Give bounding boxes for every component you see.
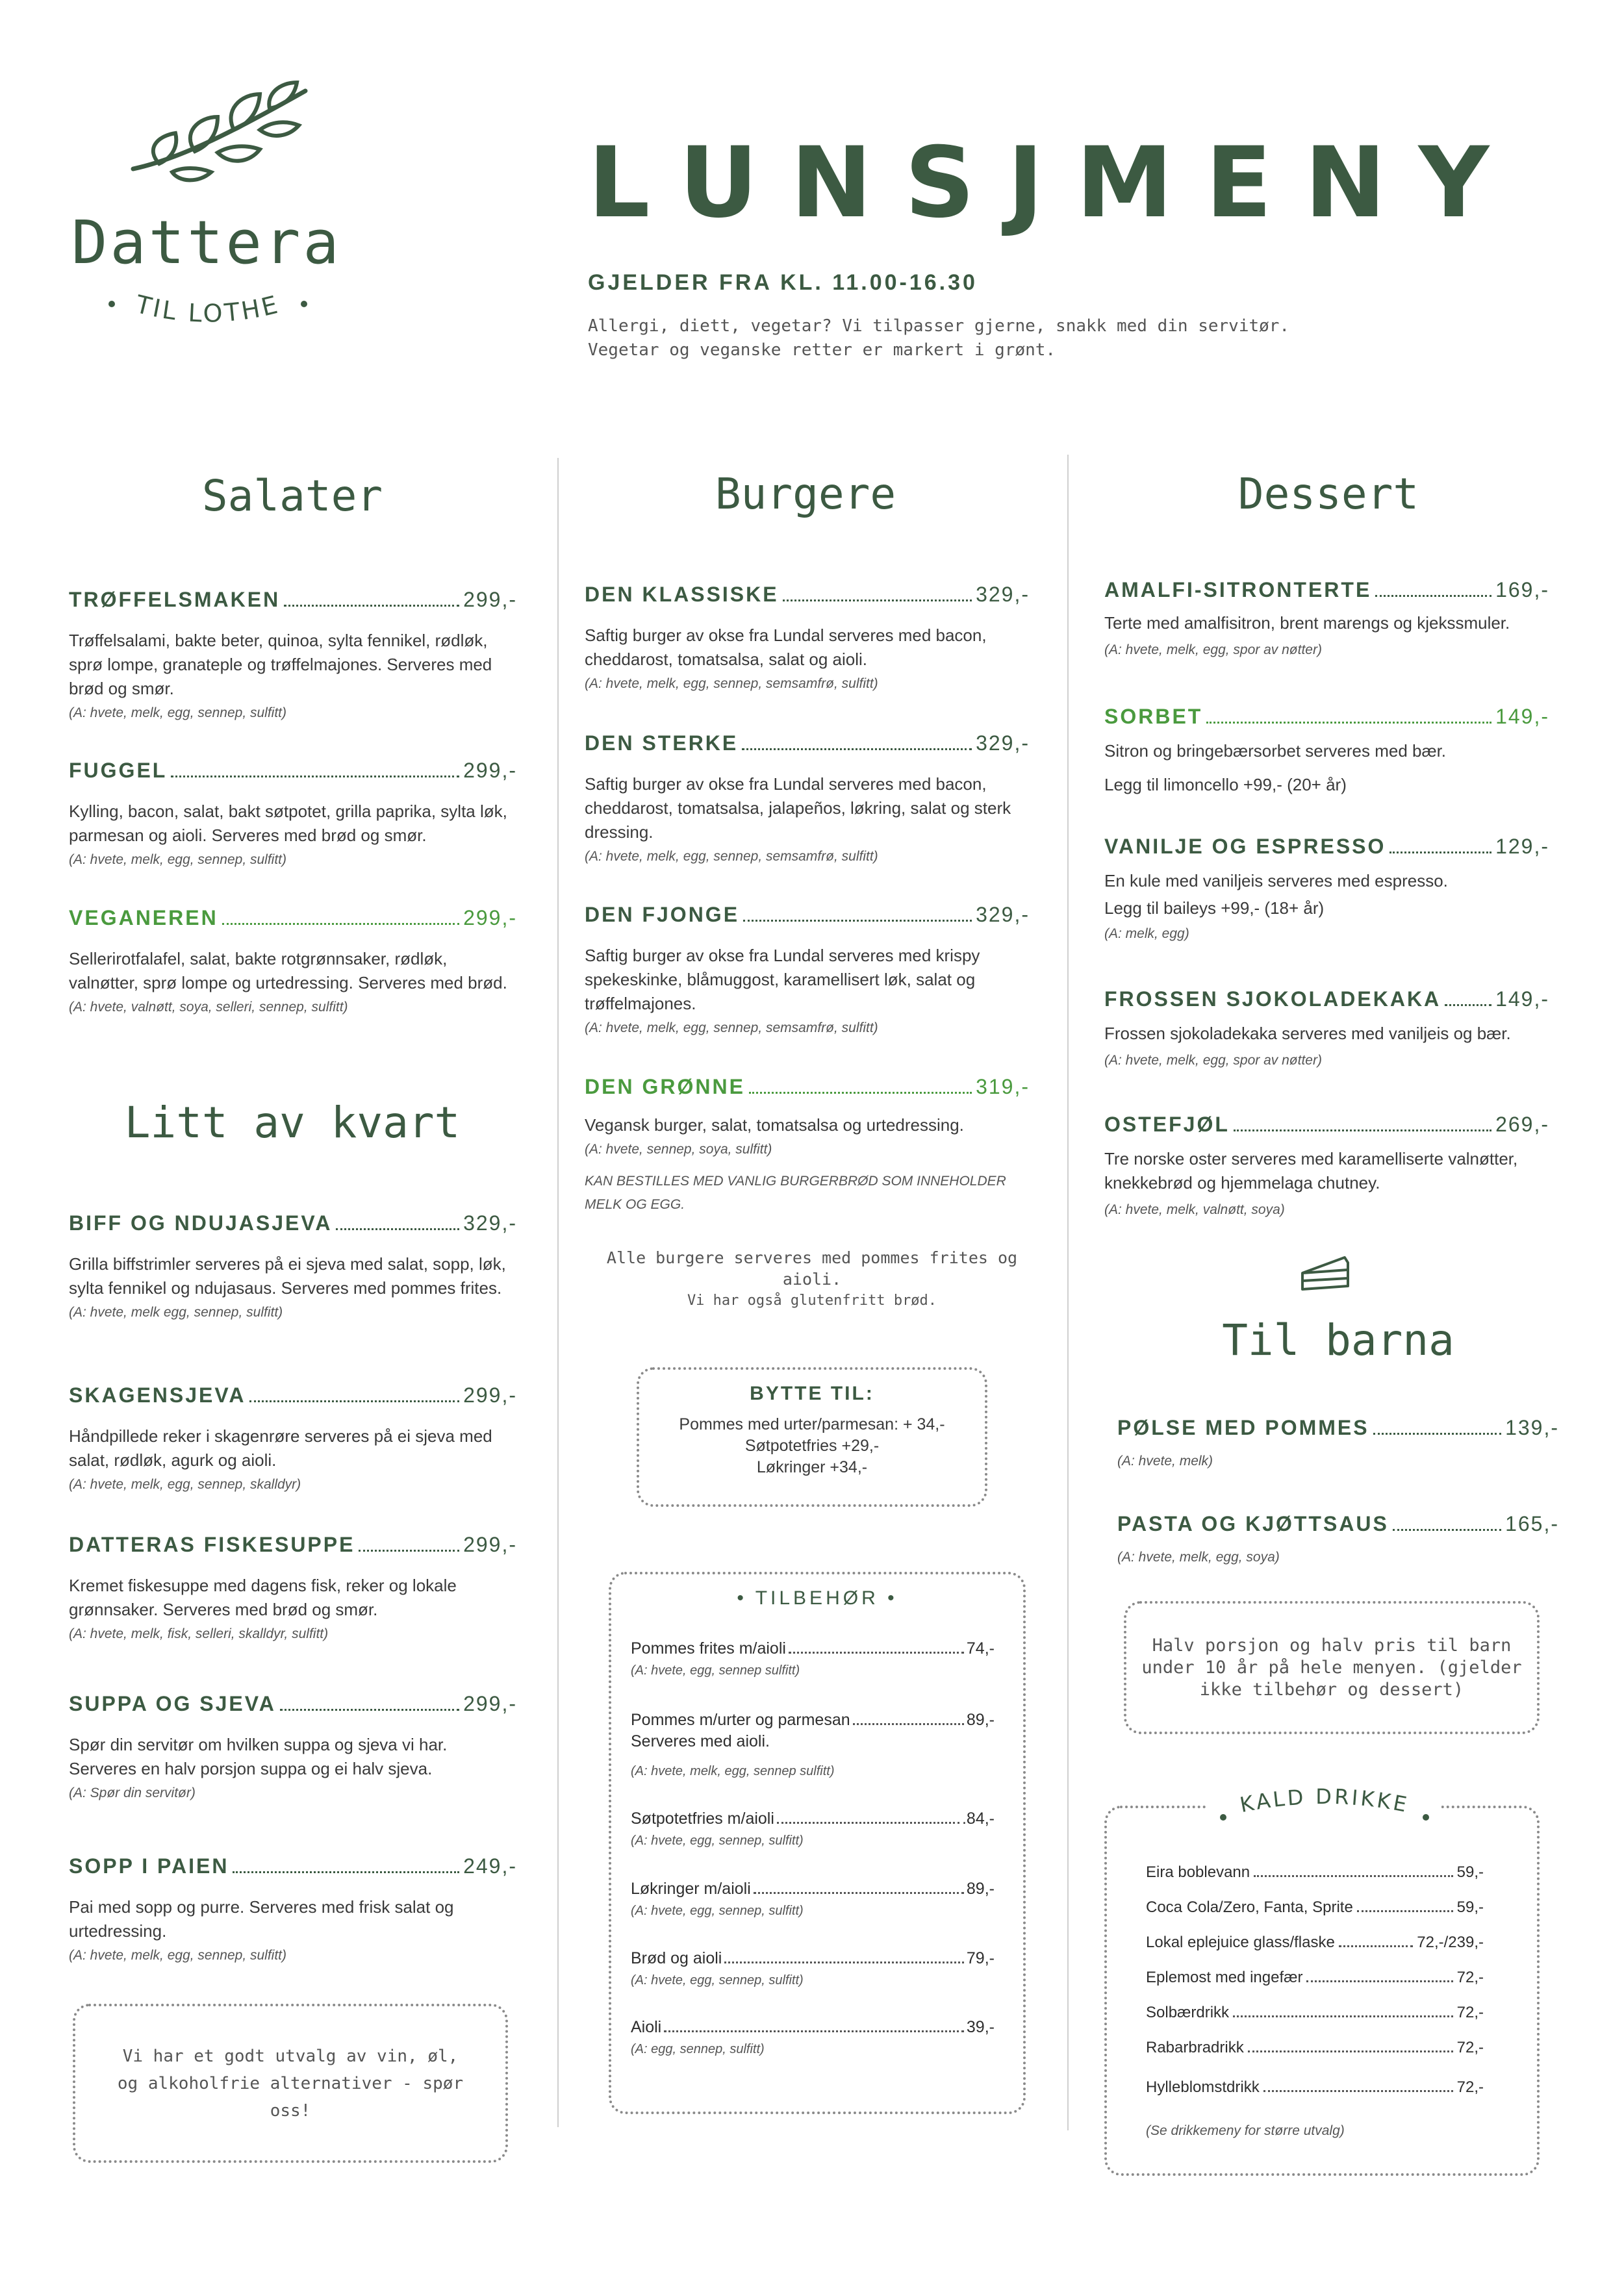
item-price: 299,- bbox=[463, 1692, 517, 1715]
item-name: SUPPA OG SJEVA bbox=[69, 1692, 276, 1715]
side-name: Løkringer m/aioli bbox=[631, 1880, 751, 1898]
item-allergens: (A: Spør din servitør) bbox=[69, 1785, 196, 1800]
cold-drinks-box bbox=[1104, 1784, 1540, 2176]
section-title-til-barna: Til barna bbox=[1222, 1315, 1454, 1365]
item-price: 249,- bbox=[463, 1854, 517, 1878]
side-item bbox=[631, 1711, 995, 1779]
item-name: FROSSEN SJOKOLADEKAKA bbox=[1104, 987, 1441, 1011]
drink-item bbox=[1146, 1899, 1484, 1917]
item-price: 299,- bbox=[463, 906, 517, 929]
item-allergens: (A: hvete, melk, egg, sennep, semsamfrø, sulfitt) bbox=[585, 849, 878, 864]
item-allergens: (A: hvete, melk, fisk, selleri, skalldyr, sulfitt) bbox=[69, 1626, 329, 1641]
item-price: 329,- bbox=[976, 903, 1030, 926]
menu-item-frossen-sjokoladekaka bbox=[1104, 987, 1549, 1070]
item-allergens: (A: hvete, melk egg, sennep, sulfitt) bbox=[69, 1305, 283, 1320]
item-description: Kylling, bacon, salat, bakt søtpotet, grilla paprika, sylta løk, parmesan og aioli. Serveres med brød og smør. bbox=[69, 801, 507, 845]
sides-box bbox=[609, 1572, 1026, 2114]
menu-item-fuggel bbox=[69, 759, 517, 870]
side-allergens: (A: hvete, egg, sennep, sulfitt) bbox=[631, 1834, 804, 1848]
sides-title: • TILBEHØR • bbox=[737, 1587, 898, 1609]
drink-price: 72,- bbox=[1456, 2078, 1484, 2096]
page-title: LUNSJMENY bbox=[588, 127, 1522, 240]
drink-name: Eira boblevann bbox=[1146, 1863, 1250, 1881]
cake-slice-icon bbox=[1299, 1254, 1351, 1293]
item-price: 139,- bbox=[1505, 1416, 1559, 1439]
item-description: Spør din servitør om hvilken suppa og sjeva vi har. Serveres en halv porsjon suppa og ei halv sjeva. bbox=[69, 1735, 448, 1778]
drink-item bbox=[1146, 2078, 1484, 2097]
item-name: PØLSE MED POMMES bbox=[1117, 1416, 1369, 1439]
item-description: En kule med vaniljeis serveres med espresso. bbox=[1104, 871, 1448, 890]
item-allergens: (A: hvete, melk, egg, soya) bbox=[1117, 1550, 1280, 1565]
item-price: 329,- bbox=[463, 1211, 517, 1235]
svg-text:KALD DRIKKE: KALD DRIKKE bbox=[1237, 1784, 1412, 1818]
item-allergens: (A: hvete, melk, egg, sennep, sulfitt) bbox=[69, 1948, 286, 1963]
side-item bbox=[631, 1639, 995, 1678]
item-description: Trøffelsalami, bakte beter, quinoa, sylta fennikel, rødløk, sprø lompe, granateple og trøffelmajones. Serveres med brød og smør. bbox=[69, 631, 492, 698]
item-name: SORBET bbox=[1104, 705, 1203, 728]
drink-name: Solbærdrikk bbox=[1146, 2004, 1230, 2021]
section-title-salater: Salater bbox=[201, 471, 383, 521]
side-price: 89,- bbox=[966, 1880, 995, 1898]
drink-item bbox=[1146, 1969, 1484, 1987]
drink-name: Hylleblomstdrikk bbox=[1146, 2078, 1260, 2096]
menu-item-den-klassiske bbox=[585, 583, 1030, 694]
item-name: BIFF OG NDUJASJEVA bbox=[69, 1211, 333, 1235]
swap-line-1: Pommes med urter/parmesan: + 34,- bbox=[679, 1415, 945, 1433]
kids-info-text: Halv porsjon og halv pris til barn under 10 år på hele menyen. (gjelder ikke tilbehør og dessert) bbox=[1141, 1635, 1522, 1700]
item-price: 165,- bbox=[1505, 1512, 1559, 1535]
drink-price: 59,- bbox=[1456, 1863, 1484, 1881]
side-allergens: (A: hvete, melk, egg, sennep sulfitt) bbox=[631, 1764, 835, 1778]
item-name: PASTA OG KJØTTSAUS bbox=[1117, 1512, 1389, 1535]
menu-item-biff-og-ndujasjeva bbox=[69, 1211, 517, 1322]
item-allergens: (A: hvete, melk, egg, spor av nøtter) bbox=[1104, 1053, 1322, 1068]
logo-subtitle bbox=[97, 284, 318, 349]
item-addon: Legg til limoncello +99,- (20+ år) bbox=[1104, 775, 1347, 794]
item-allergens: (A: hvete, valnøtt, soya, selleri, sennep, sulfitt) bbox=[69, 1000, 348, 1015]
side-name: Brød og aioli bbox=[631, 1949, 722, 1967]
item-name: OSTEFJØL bbox=[1104, 1113, 1230, 1136]
menu-item-skagensjeva bbox=[69, 1383, 517, 1495]
drink-name: Eplemost med ingefær bbox=[1146, 1969, 1303, 1986]
side-price: 89,- bbox=[966, 1711, 995, 1729]
menu-item-veganeren bbox=[69, 906, 517, 1017]
column-divider-right bbox=[1067, 455, 1069, 2130]
menu-item-datteras-fiskesuppe bbox=[69, 1533, 517, 1644]
side-item bbox=[631, 1949, 995, 1988]
item-addon: Legg til baileys +99,- (18+ år) bbox=[1104, 898, 1325, 918]
allergy-note-line2: Vegetar og veganske retter er markert i grønt. bbox=[588, 340, 1056, 360]
item-name: DATTERAS FISKESUPPE bbox=[69, 1533, 355, 1556]
item-description: Saftig burger av okse fra Lundal serveres med bacon, cheddarost, tomatsalsa, jalapeños, løkring, salat og sterk dressing. bbox=[585, 774, 1011, 842]
item-allergens: (A: hvete, melk, egg, sennep, semsamfrø, sulfitt) bbox=[585, 676, 878, 691]
item-price: 299,- bbox=[463, 1383, 517, 1407]
side-price: 74,- bbox=[966, 1639, 995, 1658]
cold-drinks-title bbox=[1208, 1777, 1441, 1829]
kids-info-box bbox=[1124, 1601, 1540, 1734]
side-name: Pommes frites m/aioli bbox=[631, 1639, 786, 1658]
drink-price: 72,- bbox=[1456, 2004, 1484, 2021]
item-name: VEGANEREN bbox=[69, 906, 218, 929]
swap-title: BYTTE TIL: bbox=[750, 1383, 874, 1404]
item-price: 129,- bbox=[1495, 835, 1549, 858]
item-description: Tre norske oster serveres med karamelliserte valnøtter, knekkebrød og hjemmelaga chutney. bbox=[1104, 1149, 1518, 1192]
item-price: 149,- bbox=[1495, 987, 1549, 1011]
menu-item-sopp-i-paien bbox=[69, 1854, 517, 1965]
item-price: 299,- bbox=[463, 1533, 517, 1556]
item-allergens: (A: hvete, melk, valnøtt, soya) bbox=[1104, 1202, 1285, 1217]
drink-price: 72,- bbox=[1456, 1969, 1484, 1986]
menu-item-suppa-og-sjeva bbox=[69, 1692, 517, 1803]
section-title-dessert: Dessert bbox=[1237, 469, 1419, 519]
side-name: Pommes m/urter og parmesan bbox=[631, 1711, 850, 1729]
item-price: 149,- bbox=[1495, 705, 1549, 728]
item-price: 269,- bbox=[1495, 1113, 1549, 1136]
sides-title-text: TILBEHØR bbox=[755, 1587, 879, 1609]
side-extra: Serveres med aioli. bbox=[631, 1732, 770, 1750]
drink-price: 72,-/239,- bbox=[1417, 1934, 1484, 1951]
item-name: SKAGENSJEVA bbox=[69, 1383, 246, 1407]
item-allergens: (A: melk, egg) bbox=[1104, 926, 1189, 941]
fries-note bbox=[585, 1247, 1039, 1311]
side-item bbox=[631, 2018, 995, 2057]
item-name: DEN STERKE bbox=[585, 731, 739, 755]
drink-item bbox=[1146, 2004, 1484, 2022]
item-description: Håndpillede reker i skagenrøre serveres på ei sjeva med salat, rødløk, agurk og aioli. bbox=[69, 1426, 492, 1470]
side-allergens: (A: hvete, egg, sennep, sulfitt) bbox=[631, 1904, 804, 1918]
fries-note-line1: Alle burgere serveres med pommes frites og bbox=[606, 1248, 1018, 1267]
leaf-sprig-logo-icon bbox=[127, 75, 315, 185]
side-price: 79,- bbox=[966, 1949, 995, 1967]
column-divider-left bbox=[557, 458, 559, 2127]
side-allergens: (A: egg, sennep, sulfitt) bbox=[631, 2042, 765, 2056]
bread-note: KAN BESTILLES MED VANLIG BURGERBRØD SOM INNEHOLDER MELK OG EGG. bbox=[585, 1174, 1006, 1212]
drink-price: 59,- bbox=[1456, 1899, 1484, 1916]
side-name: Søtpotetfries m/aioli bbox=[631, 1810, 774, 1828]
item-name: SOPP I PAIEN bbox=[69, 1854, 229, 1878]
side-item bbox=[631, 1880, 995, 1919]
item-description: Saftig burger av okse fra Lundal serveres med bacon, cheddarost, tomatsalsa, salat og aioli. bbox=[585, 625, 987, 669]
item-allergens: (A: hvete, melk, egg, sennep, semsamfrø, sulfitt) bbox=[585, 1020, 878, 1035]
item-description: Saftig burger av okse fra Lundal serveres med krispy spekeskinke, blåmuggost, karamellisert løk, salat og trøffelmajones. bbox=[585, 946, 980, 1013]
side-allergens: (A: hvete, egg, sennep, sulfitt) bbox=[631, 1973, 804, 1987]
item-name: VANILJE OG ESPRESSO bbox=[1104, 835, 1386, 858]
side-name: Aioli bbox=[631, 2018, 662, 2036]
menu-item-sorbet bbox=[1104, 705, 1549, 797]
menu-item-pasta-og-kjottsaus bbox=[1117, 1512, 1559, 1567]
drinks-info-text: Vi har et godt utvalg av vin, øl, og alkoholfrie alternativer - spør oss! bbox=[117, 2046, 464, 2121]
item-description: Terte med amalfisitron, brent marengs og kjekssmuler. bbox=[1104, 613, 1510, 633]
menu-item-den-fjonge bbox=[585, 903, 1030, 1038]
menu-item-polse-med-pommes bbox=[1117, 1416, 1559, 1471]
item-price: 329,- bbox=[976, 583, 1030, 606]
menu-item-ostefjol bbox=[1104, 1113, 1549, 1220]
item-name: DEN GRØNNE bbox=[585, 1075, 745, 1098]
opening-hours: GJELDER FRA KL. 11.00-16.30 bbox=[588, 270, 978, 295]
drinks-info-box bbox=[73, 2004, 508, 2163]
logo-name: Dattera bbox=[71, 208, 342, 277]
item-price: 319,- bbox=[976, 1075, 1030, 1098]
drink-item bbox=[1146, 2039, 1484, 2057]
item-price: 299,- bbox=[463, 759, 517, 782]
item-allergens: (A: hvete, melk, egg, spor av nøtter) bbox=[1104, 642, 1322, 657]
menu-item-den-sterke bbox=[585, 731, 1030, 866]
item-price: 299,- bbox=[463, 588, 517, 611]
item-name: AMALFI-SITRONTERTE bbox=[1104, 578, 1372, 601]
drink-item bbox=[1146, 1934, 1484, 1952]
item-description: Vegansk burger, salat, tomatsalsa og urtedressing. bbox=[585, 1115, 964, 1135]
side-allergens: (A: hvete, egg, sennep sulfitt) bbox=[631, 1663, 800, 1678]
item-name: TRØFFELSMAKEN bbox=[69, 588, 281, 611]
swap-box bbox=[637, 1367, 987, 1507]
menu-item-amalfi-sitronterte bbox=[1104, 578, 1549, 660]
menu-item-troffelsmaken bbox=[69, 588, 517, 723]
item-description: Frossen sjokoladekaka serveres med vaniljeis og bær. bbox=[1104, 1024, 1511, 1043]
item-name: DEN KLASSISKE bbox=[585, 583, 779, 606]
side-price: 39,- bbox=[966, 2018, 995, 2036]
swap-line-3: Løkringer +34,- bbox=[756, 1458, 868, 1476]
item-allergens: (A: hvete, sennep, soya, sulfitt) bbox=[585, 1142, 772, 1157]
drink-price: 72,- bbox=[1456, 2039, 1484, 2056]
side-price: .84,- bbox=[961, 1810, 995, 1828]
svg-text:TIL LOTHE: TIL LOTHE bbox=[133, 290, 283, 328]
item-description: Grilla biffstrimler serveres på ei sjeva med salat, sopp, løk, sylta fennikel og ndujasaus. Serveres med pommes frites. bbox=[69, 1254, 506, 1298]
item-description: Kremet fiskesuppe med dagens fisk, reker og lokale grønnsaker. Serveres med brød og smør. bbox=[69, 1576, 457, 1619]
swap-line-2: Søtpotetfries +29,- bbox=[744, 1437, 880, 1455]
item-allergens: (A: hvete, melk, egg, sennep, skalldyr) bbox=[69, 1477, 301, 1492]
item-allergens: (A: hvete, melk, egg, sennep, sulfitt) bbox=[69, 705, 286, 720]
menu-item-den-gronne bbox=[585, 1075, 1030, 1217]
gluten-free-note: Vi har også glutenfritt brød. bbox=[687, 1293, 937, 1309]
menu-item-vanilje-og-espresso bbox=[1104, 835, 1549, 944]
item-description: Sellerirotfalafel, salat, bakte rotgrønnsaker, rødløk, valnøtter, sprø lompe og urtedressing. Serveres med brød. bbox=[69, 949, 507, 992]
section-title-burgere: Burgere bbox=[715, 469, 896, 519]
item-description: Pai med sopp og purre. Serveres med frisk salat og urtedressing. bbox=[69, 1897, 454, 1941]
item-price: 169,- bbox=[1495, 578, 1549, 601]
allergy-note-line1: Allergi, diett, vegetar? Vi tilpasser gjerne, snakk med din servitør. bbox=[588, 316, 1290, 336]
item-name: DEN FJONGE bbox=[585, 903, 740, 926]
fries-note-line2: aioli. bbox=[782, 1270, 842, 1289]
item-allergens: (A: hvete, melk) bbox=[1117, 1454, 1213, 1469]
drink-item bbox=[1146, 1863, 1484, 1882]
item-description: Sitron og bringebærsorbet serveres med bær. bbox=[1104, 741, 1447, 761]
item-name: FUGGEL bbox=[69, 759, 168, 782]
section-title-litt-av-kvart: Litt av kvart bbox=[124, 1098, 461, 1148]
item-allergens: (A: hvete, melk, egg, sennep, sulfitt) bbox=[69, 852, 286, 867]
drink-menu-note: (Se drikkemeny for større utvalg) bbox=[1146, 2123, 1345, 2138]
drink-name: Lokal eplejuice glass/flaske bbox=[1146, 1934, 1335, 1951]
side-item bbox=[631, 1810, 995, 1848]
drink-name: Coca Cola/Zero, Fanta, Sprite bbox=[1146, 1899, 1353, 1916]
drink-name: Rabarbradrikk bbox=[1146, 2039, 1244, 2056]
item-price: 329,- bbox=[976, 731, 1030, 755]
